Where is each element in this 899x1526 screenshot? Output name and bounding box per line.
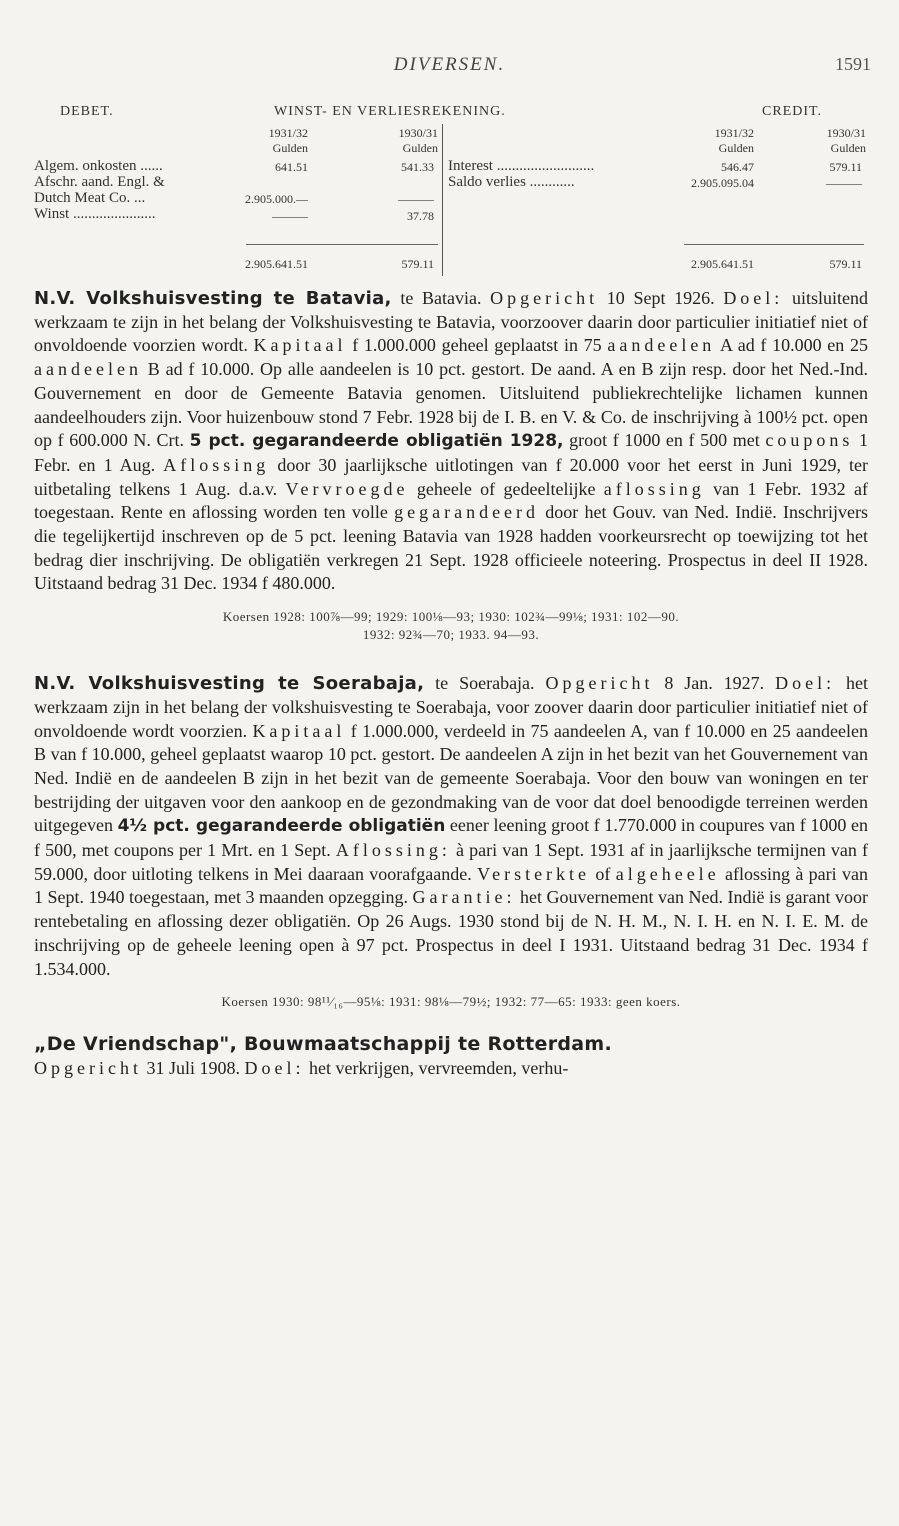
bond-title: 5 pct. gegarandeerde obligatiën 1928,	[189, 431, 564, 452]
company-name: N.V. Volkshuisvesting te Batavia,	[34, 288, 392, 309]
credit-total-1931: 2.905.641.51	[691, 257, 754, 271]
entry-de-vriendschap	[34, 1033, 868, 1057]
debit-row-label: Afschr. aand. Engl. &	[34, 174, 165, 190]
debit-row-label: Algem. onkosten ......	[34, 158, 163, 174]
debit-row-label: Dutch Meat Co. ...	[34, 190, 146, 206]
debit-row-value: ———	[398, 192, 434, 206]
debit-col-1930: 1930/31 Gulden	[398, 126, 438, 155]
credit-total-1930: 579.11	[829, 257, 862, 271]
page-body	[34, 287, 868, 1081]
debit-row-value: ———	[272, 209, 308, 223]
quotation-line: 1932: 92¾—70; 1933. 94—93.	[362, 627, 540, 643]
credit-row-label: Saldo verlies ............	[448, 174, 575, 190]
entry-volkshuisvesting-soerabaja: N.V. Volkshuisvesting te Soerabaja, te Soerabaja. Opgericht 8 Jan. 1927. Doel: het werkzaam zijn in het belang der volkshuisvesting te Soerabaja, voor zoover daarin door particulier initiatief niet of onvoldoende wordt voorzien. Kapitaal f 1.000.000, verdeeld in 75 aandeelen A, van f 10.000 en 25 aandeelen B van f 10.000, geheel geplaatst waarop 10 pct. gestort. De aandeelen A zijn in het bezit van het Gouvernement van Ned. Indië en de aandeelen B zijn in het bezit van de gemeente Soerabaja. Voor den bouw van woningen en ter bestrijding der uitgaven voor den aankoop en de gezondmaking van de voor dat doel benoodigde terreinen werden uitgegeven 4½ pct. gegarandeerde obligatiën eener leening groot f 1.770.000 in coupures van f 1000 en f 500, met coupons per 1 Mrt. en 1 Sept. Aflossing: à pari van 1 Sept. 1931 af in jaarlijksche termijnen van f 59.000, door uitloting telkens in Mei daaraan voorafgaande. Versterkte of algeheele aflossing à pari van 1 Sept. 1940 toegestaan, met 3 maanden opzegging. Garantie: het Gouvernement van Ned. Indië is garant voor rentebetaling en aflossing dezer obligatiën. Op 26 Augs. 1930 stond bij de N. H. M., N. I. H. en N. I. E. M. de inschrijving op de geheele leening open à 97 pct. Prospectus in deel I 1931. Uitstaand bedrag 31 Dec. 1934 f 1.534.000.	[34, 673, 869, 979]
page-title: DIVERSEN.	[393, 54, 506, 75]
account-divider	[442, 124, 443, 276]
debit-row-value: 641.51	[275, 160, 308, 174]
credit-row-value: 546.47	[721, 160, 754, 174]
credit-col-1931: 1931/32 Gulden	[714, 126, 754, 155]
credit-row-value: 579.11	[829, 160, 862, 174]
debit-row-value: 541.33	[401, 160, 434, 174]
quotation-line: Koersen 1928: 100⅞—99; 1929: 100⅛—93; 1930: 102¾—99⅛; 1931: 102—90.	[222, 609, 680, 625]
debit-col-1931: 1931/32 Gulden	[268, 126, 308, 155]
price-quotations	[34, 608, 868, 644]
credit-row-value: ———	[826, 176, 862, 190]
credit-total-rule	[684, 244, 864, 245]
debit-total-rule	[246, 244, 438, 245]
account-title: WINST- EN VERLIESREKENING.	[274, 104, 506, 119]
company-name: „De Vriendschap", Bouwmaatschappij te Rotterdam.	[34, 1033, 613, 1056]
entry-de-vriendschap-text: Opgericht 31 Juli 1908. Doel: het verkrijgen, vervreemden, verhu-	[34, 1057, 569, 1078]
page-number: 1591	[835, 54, 871, 74]
credit-header: CREDIT.	[762, 104, 823, 119]
debit-row-label: Winst ......................	[34, 206, 156, 222]
debit-row-value: 2.905.000.—	[245, 192, 308, 206]
quotation-line: Koersen 1930: 98¹¹⁄₁₆—95⅛: 1931: 98⅛—79½; 1932: 77—65: 1933: geen koers.	[221, 994, 681, 1010]
price-quotations	[34, 993, 868, 1011]
debit-header: DEBET.	[60, 104, 114, 119]
debit-total-1931: 2.905.641.51	[245, 257, 308, 271]
credit-row-label: Interest ..........................	[448, 158, 595, 174]
credit-row-value: 2.905.095.04	[691, 176, 754, 190]
company-name: N.V. Volkshuisvesting te Soerabaja,	[34, 673, 425, 695]
debit-row-value: 37.78	[407, 209, 434, 223]
entry-volkshuisvesting-batavia: N.V. Volkshuisvesting te Batavia, te Batavia. Opgericht 10 Sept 1926. Doel: uitsluitend werkzaam te zijn in het belang der Volkshuisvesting te Batavia, voorzoover daarin door particulier initiatief niet of onvoldoende voorzien wordt. Kapitaal f 1.000.000 geheel geplaatst in 75 aandeelen A ad f 10.000 en 25 aandeelen B ad f 10.000. Op alle aandeelen is 10 pct. gestort. De aand. A en B zijn resp. door het Ned.-Ind. Gouvernement en door de Gemeente Batavia genomen. Uitsluitend publiekrechtelijke lichamen kunnen aandeelhouders zijn. Voor huizenbouw stond 7 Febr. 1928 bij de I. B. en V. & Co. de inschrijving à 100½ pct. open op f 600.000 N. Crt. 5 pct. gegarandeerde obligatiën 1928, groot f 1000 en f 500 met coupons 1 Febr. en 1 Aug. Aflossing door 30 jaarlijksche uitlotingen van f 20.000 voor het eerst in Juni 1929, ter uitbetaling telkens 1 Aug. d.a.v. Vervroegde geheele of gedeeltelijke aflossing van 1 Febr. 1932 af toegestaan. Rente en aflossing worden ten volle gegarandeerd door het Gouv. van Ned. Indië. Inschrijvers die tegelijkertijd inschreven op de 5 pct. leening Batavia van 1928 hadden voorkeursrecht op toewijzing tot het bedrag dier inschrijving. De obligatiën verkregen 21 Sept. 1928 officieele noteering. Prospectus in deel II 1928. Uitstaand bedrag 31 Dec. 1934 f 480.000.	[34, 288, 869, 594]
credit-col-1930: 1930/31 Gulden	[826, 126, 866, 155]
debit-total-1930: 579.11	[401, 257, 434, 271]
bond-title: 4½ pct. gegarandeerde obligatiën	[117, 816, 446, 837]
running-head	[0, 50, 899, 80]
